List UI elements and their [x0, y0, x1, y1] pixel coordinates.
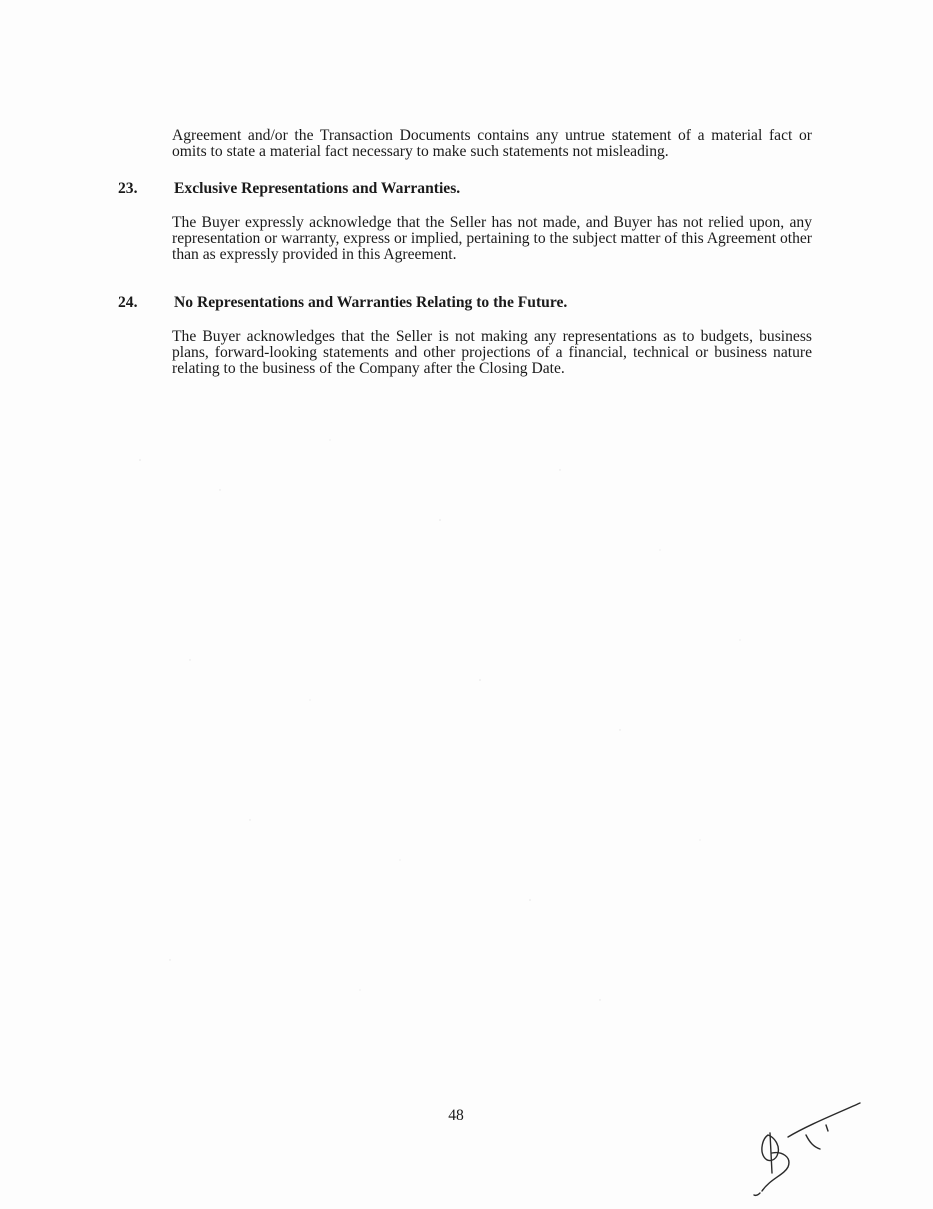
- initials-signature: [748, 1095, 868, 1203]
- scan-noise: [100, 400, 840, 1040]
- section-23-title: Exclusive Representations and Warranties.: [174, 180, 461, 197]
- page-number: 48: [448, 1107, 464, 1124]
- section-24-title: No Representations and Warranties Relating to the Future.: [174, 294, 568, 311]
- section-23-body: The Buyer expressly acknowledge that the Seller has not made, and Buyer has not relied upon, any representation or warranty, express or implied, pertaining to the subject matter of this Agreement other than as expressly provided in this Agreement.: [172, 214, 812, 263]
- section-23-number: 23.: [118, 180, 138, 197]
- section-24-number: 24.: [118, 294, 138, 311]
- section-24-body: The Buyer acknowledges that the Seller is not making any representations as to budgets, business plans, forward-looking statements and other projections of a financial, technical or business nature relating to the business of the Company after the Closing Date.: [172, 328, 812, 377]
- intro-paragraph: Agreement and/or the Transaction Documents contains any untrue statement of a material fact or omits to state a material fact necessary to make such statements not misleading.: [172, 127, 812, 160]
